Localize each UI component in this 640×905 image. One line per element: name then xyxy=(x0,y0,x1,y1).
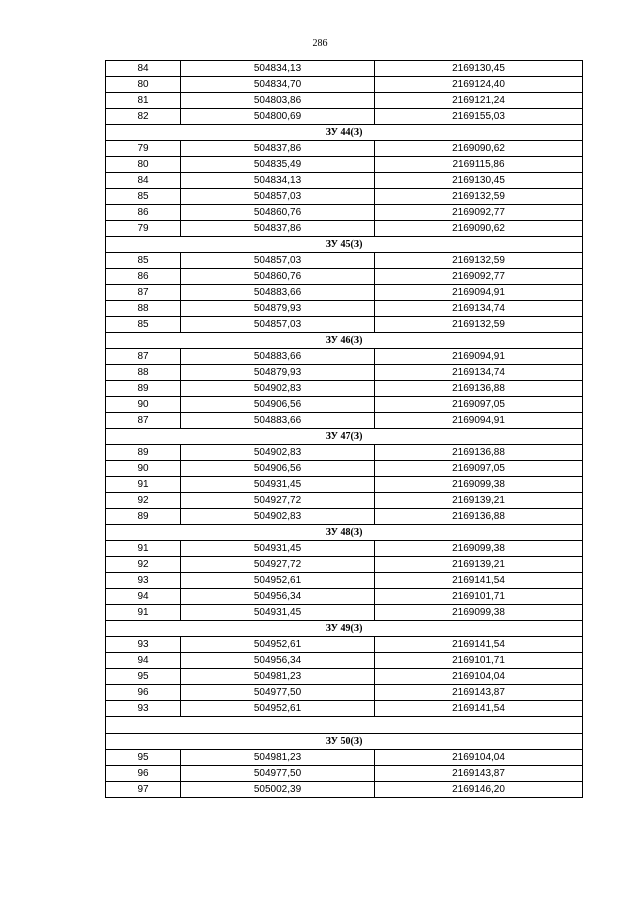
section-title: ЗУ 46(З) xyxy=(106,333,583,349)
x-coordinate-cell: 504883,66 xyxy=(181,413,375,429)
x-coordinate-cell: 504931,45 xyxy=(181,541,375,557)
point-number-cell: 96 xyxy=(106,685,181,701)
x-coordinate-cell: 504834,13 xyxy=(181,61,375,77)
point-number-cell: 94 xyxy=(106,589,181,605)
section-title: ЗУ 50(З) xyxy=(106,734,583,750)
x-coordinate-cell: 504857,03 xyxy=(181,253,375,269)
y-coordinate-cell: 2169141,54 xyxy=(375,637,583,653)
point-number-cell: 89 xyxy=(106,381,181,397)
y-coordinate-cell: 2169090,62 xyxy=(375,141,583,157)
table-row xyxy=(106,445,583,461)
y-coordinate-cell: 2169130,45 xyxy=(375,173,583,189)
x-coordinate-cell: 504834,13 xyxy=(181,173,375,189)
blank-row xyxy=(106,717,583,734)
y-coordinate-cell: 2169115,86 xyxy=(375,157,583,173)
table-row xyxy=(106,365,583,381)
point-number-cell: 79 xyxy=(106,221,181,237)
table-row xyxy=(106,349,583,365)
point-number-cell: 80 xyxy=(106,77,181,93)
x-coordinate-cell: 504956,34 xyxy=(181,653,375,669)
point-number-cell: 91 xyxy=(106,477,181,493)
y-coordinate-cell: 2169101,71 xyxy=(375,589,583,605)
section-header-row xyxy=(106,734,583,750)
y-coordinate-cell: 2169094,91 xyxy=(375,349,583,365)
x-coordinate-cell: 504803,86 xyxy=(181,93,375,109)
y-coordinate-cell: 2169141,54 xyxy=(375,573,583,589)
y-coordinate-cell: 2169139,21 xyxy=(375,557,583,573)
x-coordinate-cell: 504931,45 xyxy=(181,477,375,493)
point-number-cell: 95 xyxy=(106,750,181,766)
x-coordinate-cell: 504835,49 xyxy=(181,157,375,173)
point-number-cell: 84 xyxy=(106,61,181,77)
table-row xyxy=(106,701,583,717)
table-row xyxy=(106,493,583,509)
point-number-cell: 91 xyxy=(106,541,181,557)
point-number-cell: 92 xyxy=(106,557,181,573)
y-coordinate-cell: 2169132,59 xyxy=(375,317,583,333)
x-coordinate-cell: 504956,34 xyxy=(181,589,375,605)
table-row xyxy=(106,573,583,589)
point-number-cell: 93 xyxy=(106,573,181,589)
table-row xyxy=(106,285,583,301)
table-row xyxy=(106,477,583,493)
x-coordinate-cell: 504800,69 xyxy=(181,109,375,125)
x-coordinate-cell: 504952,61 xyxy=(181,637,375,653)
table-row xyxy=(106,109,583,125)
point-number-cell: 87 xyxy=(106,349,181,365)
table-row xyxy=(106,461,583,477)
x-coordinate-cell: 504879,93 xyxy=(181,365,375,381)
point-number-cell: 88 xyxy=(106,365,181,381)
x-coordinate-cell: 504857,03 xyxy=(181,317,375,333)
y-coordinate-cell: 2169104,04 xyxy=(375,750,583,766)
table-row xyxy=(106,141,583,157)
point-number-cell: 80 xyxy=(106,157,181,173)
y-coordinate-cell: 2169134,74 xyxy=(375,365,583,381)
y-coordinate-cell: 2169130,45 xyxy=(375,61,583,77)
table-row xyxy=(106,221,583,237)
section-title: ЗУ 49(З) xyxy=(106,621,583,637)
point-number-cell: 93 xyxy=(106,637,181,653)
y-coordinate-cell: 2169143,87 xyxy=(375,685,583,701)
table-row xyxy=(106,782,583,798)
point-number-cell: 85 xyxy=(106,317,181,333)
y-coordinate-cell: 2169094,91 xyxy=(375,285,583,301)
point-number-cell: 79 xyxy=(106,141,181,157)
table-row xyxy=(106,205,583,221)
y-coordinate-cell: 2169099,38 xyxy=(375,605,583,621)
section-title: ЗУ 48(З) xyxy=(106,525,583,541)
y-coordinate-cell: 2169094,91 xyxy=(375,413,583,429)
table-row xyxy=(106,669,583,685)
x-coordinate-cell: 504860,76 xyxy=(181,269,375,285)
x-coordinate-cell: 504857,03 xyxy=(181,189,375,205)
page-number: 286 xyxy=(312,38,328,49)
point-number-cell: 93 xyxy=(106,701,181,717)
x-coordinate-cell: 504883,66 xyxy=(181,285,375,301)
y-coordinate-cell: 2169092,77 xyxy=(375,269,583,285)
x-coordinate-cell: 504977,50 xyxy=(181,766,375,782)
point-number-cell: 86 xyxy=(106,269,181,285)
y-coordinate-cell: 2169124,40 xyxy=(375,77,583,93)
table-row xyxy=(106,541,583,557)
y-coordinate-cell: 2169104,04 xyxy=(375,669,583,685)
section-header-row xyxy=(106,621,583,637)
table-row xyxy=(106,93,583,109)
section-header-row xyxy=(106,125,583,141)
x-coordinate-cell: 504981,23 xyxy=(181,750,375,766)
point-number-cell: 84 xyxy=(106,173,181,189)
y-coordinate-cell: 2169143,87 xyxy=(375,766,583,782)
point-number-cell: 87 xyxy=(106,413,181,429)
x-coordinate-cell: 504834,70 xyxy=(181,77,375,93)
table-row xyxy=(106,301,583,317)
section-header-row xyxy=(106,429,583,445)
table-row xyxy=(106,766,583,782)
x-coordinate-cell: 504927,72 xyxy=(181,493,375,509)
x-coordinate-cell: 504931,45 xyxy=(181,605,375,621)
x-coordinate-cell: 504837,86 xyxy=(181,221,375,237)
table-row xyxy=(106,605,583,621)
table-row xyxy=(106,269,583,285)
table-row xyxy=(106,173,583,189)
table-row xyxy=(106,653,583,669)
x-coordinate-cell: 504977,50 xyxy=(181,685,375,701)
x-coordinate-cell: 504860,76 xyxy=(181,205,375,221)
point-number-cell: 90 xyxy=(106,397,181,413)
point-number-cell: 86 xyxy=(106,205,181,221)
point-number-cell: 89 xyxy=(106,445,181,461)
point-number-cell: 87 xyxy=(106,285,181,301)
point-number-cell: 88 xyxy=(106,301,181,317)
table-row xyxy=(106,157,583,173)
point-number-cell: 90 xyxy=(106,461,181,477)
point-number-cell: 81 xyxy=(106,93,181,109)
section-title: ЗУ 45(З) xyxy=(106,237,583,253)
table-row xyxy=(106,61,583,77)
coordinates-table xyxy=(105,60,583,798)
point-number-cell: 85 xyxy=(106,189,181,205)
y-coordinate-cell: 2169099,38 xyxy=(375,541,583,557)
x-coordinate-cell: 504906,56 xyxy=(181,397,375,413)
y-coordinate-cell: 2169146,20 xyxy=(375,782,583,798)
y-coordinate-cell: 2169092,77 xyxy=(375,205,583,221)
x-coordinate-cell: 504952,61 xyxy=(181,701,375,717)
section-title: ЗУ 47(З) xyxy=(106,429,583,445)
y-coordinate-cell: 2169097,05 xyxy=(375,397,583,413)
x-coordinate-cell: 504902,83 xyxy=(181,509,375,525)
point-number-cell: 95 xyxy=(106,669,181,685)
x-coordinate-cell: 504879,93 xyxy=(181,301,375,317)
y-coordinate-cell: 2169141,54 xyxy=(375,701,583,717)
x-coordinate-cell: 504906,56 xyxy=(181,461,375,477)
table-row xyxy=(106,317,583,333)
section-title: ЗУ 44(З) xyxy=(106,125,583,141)
table-row xyxy=(106,589,583,605)
table-row xyxy=(106,557,583,573)
y-coordinate-cell: 2169132,59 xyxy=(375,189,583,205)
x-coordinate-cell: 504952,61 xyxy=(181,573,375,589)
y-coordinate-cell: 2169099,38 xyxy=(375,477,583,493)
y-coordinate-cell: 2169136,88 xyxy=(375,381,583,397)
table-row xyxy=(106,750,583,766)
x-coordinate-cell: 504902,83 xyxy=(181,445,375,461)
x-coordinate-cell: 504981,23 xyxy=(181,669,375,685)
y-coordinate-cell: 2169136,88 xyxy=(375,509,583,525)
y-coordinate-cell: 2169090,62 xyxy=(375,221,583,237)
y-coordinate-cell: 2169097,05 xyxy=(375,461,583,477)
y-coordinate-cell: 2169132,59 xyxy=(375,253,583,269)
point-number-cell: 89 xyxy=(106,509,181,525)
y-coordinate-cell: 2169136,88 xyxy=(375,445,583,461)
section-header-row xyxy=(106,333,583,349)
section-header-row xyxy=(106,525,583,541)
x-coordinate-cell: 504902,83 xyxy=(181,381,375,397)
x-coordinate-cell: 504883,66 xyxy=(181,349,375,365)
blank-cell xyxy=(106,717,583,734)
x-coordinate-cell: 505002,39 xyxy=(181,782,375,798)
table-row xyxy=(106,397,583,413)
table-row xyxy=(106,413,583,429)
table-row xyxy=(106,77,583,93)
point-number-cell: 92 xyxy=(106,493,181,509)
table-row xyxy=(106,685,583,701)
point-number-cell: 85 xyxy=(106,253,181,269)
point-number-cell: 91 xyxy=(106,605,181,621)
coordinates-table-body xyxy=(106,61,583,798)
point-number-cell: 97 xyxy=(106,782,181,798)
table-row xyxy=(106,381,583,397)
table-row xyxy=(106,189,583,205)
x-coordinate-cell: 504837,86 xyxy=(181,141,375,157)
table-row xyxy=(106,509,583,525)
y-coordinate-cell: 2169139,21 xyxy=(375,493,583,509)
point-number-cell: 94 xyxy=(106,653,181,669)
point-number-cell: 82 xyxy=(106,109,181,125)
y-coordinate-cell: 2169134,74 xyxy=(375,301,583,317)
y-coordinate-cell: 2169121,24 xyxy=(375,93,583,109)
section-header-row xyxy=(106,237,583,253)
x-coordinate-cell: 504927,72 xyxy=(181,557,375,573)
point-number-cell: 96 xyxy=(106,766,181,782)
table-row xyxy=(106,253,583,269)
y-coordinate-cell: 2169101,71 xyxy=(375,653,583,669)
table-row xyxy=(106,637,583,653)
y-coordinate-cell: 2169155,03 xyxy=(375,109,583,125)
